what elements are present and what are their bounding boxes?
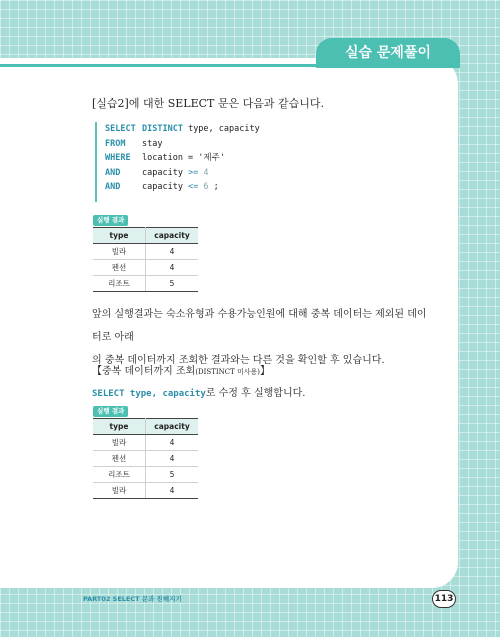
table-row [93, 435, 198, 451]
code-operator: <= [188, 182, 199, 192]
table-cell: 4 [146, 435, 199, 451]
intro-text: [실습2]에 대한 SELECT 문은 다음과 같습니다. [92, 97, 324, 110]
code-line [105, 166, 435, 181]
table-row [93, 244, 198, 260]
inline-code: SELECT type, capacity [92, 389, 206, 399]
subheading-main: 【중복 데이터까지 조회 [92, 366, 196, 377]
code-line [105, 122, 435, 137]
column-header: capacity [146, 419, 199, 435]
sql-code-block [95, 122, 435, 202]
table-cell: 빌라 [93, 435, 146, 451]
code-number: 6 [198, 182, 209, 192]
paragraph-line: 의 중복 데이터까지 조회한 결과와는 다른 것을 확인할 후 있습니다. [92, 355, 385, 366]
table-row [93, 483, 198, 499]
code-text: capacity [142, 167, 189, 178]
table-cell: 리조트 [93, 276, 146, 292]
modify-text: 로 수정 후 실행합니다. [205, 388, 306, 399]
code-text: type, capacity [182, 124, 260, 134]
table-cell: 4 [146, 244, 199, 260]
subheading [92, 362, 270, 377]
code-string: '제주' [198, 153, 225, 163]
table-cell: 빌라 [93, 244, 146, 260]
table-cell: 빌라 [93, 483, 146, 499]
table-cell: 4 [146, 260, 199, 276]
sql-keyword: FROM [105, 138, 126, 149]
result-table-distinct [93, 227, 198, 292]
code-number: 4 [198, 167, 209, 178]
code-text: ; [208, 182, 219, 192]
table-cell: 5 [146, 276, 199, 292]
table-cell: 4 [146, 483, 199, 499]
code-text: stay [142, 138, 163, 149]
page-number: 113 [432, 590, 456, 608]
column-header: capacity [146, 228, 199, 244]
table-cell: 펜션 [93, 260, 146, 276]
table-row [93, 467, 198, 483]
table-row [93, 276, 198, 292]
result-label: 실행 결과 [93, 406, 128, 417]
table-cell: 펜션 [93, 451, 146, 467]
code-line [105, 180, 435, 195]
result-table-all [93, 418, 198, 499]
code-operator: >= [188, 167, 199, 178]
sql-keyword: SELECT [105, 124, 136, 134]
table-row [93, 451, 198, 467]
table-cell: 리조트 [93, 467, 146, 483]
paragraph-line: 앞의 실행결과는 숙소유형과 수용가능인원에 대해 중복 데이터는 제외된 데이터로 아래 [92, 309, 427, 343]
subheading-note: (DISTINCT 미사용) [195, 368, 261, 376]
column-header: type [93, 419, 146, 435]
footer-chapter: PART02 SELECT 문과 친해지기 [83, 595, 182, 603]
sql-keyword: DISTINCT [142, 124, 183, 134]
code-line [105, 137, 435, 152]
code-text: location = [142, 153, 199, 163]
table-cell: 4 [146, 451, 199, 467]
sql-keyword: AND [105, 182, 121, 192]
sql-keyword: AND [105, 167, 121, 178]
table-row [93, 260, 198, 276]
code-line [105, 151, 435, 166]
sql-keyword: WHERE [105, 153, 131, 163]
code-text: capacity [142, 182, 189, 192]
table-cell: 5 [146, 467, 199, 483]
subheading-end: 】 [260, 366, 271, 377]
column-header: type [93, 228, 146, 244]
section-title-tab: 실습 문제풀이 [316, 38, 460, 68]
modify-instruction [92, 384, 305, 399]
result-label: 실행 결과 [93, 215, 128, 226]
